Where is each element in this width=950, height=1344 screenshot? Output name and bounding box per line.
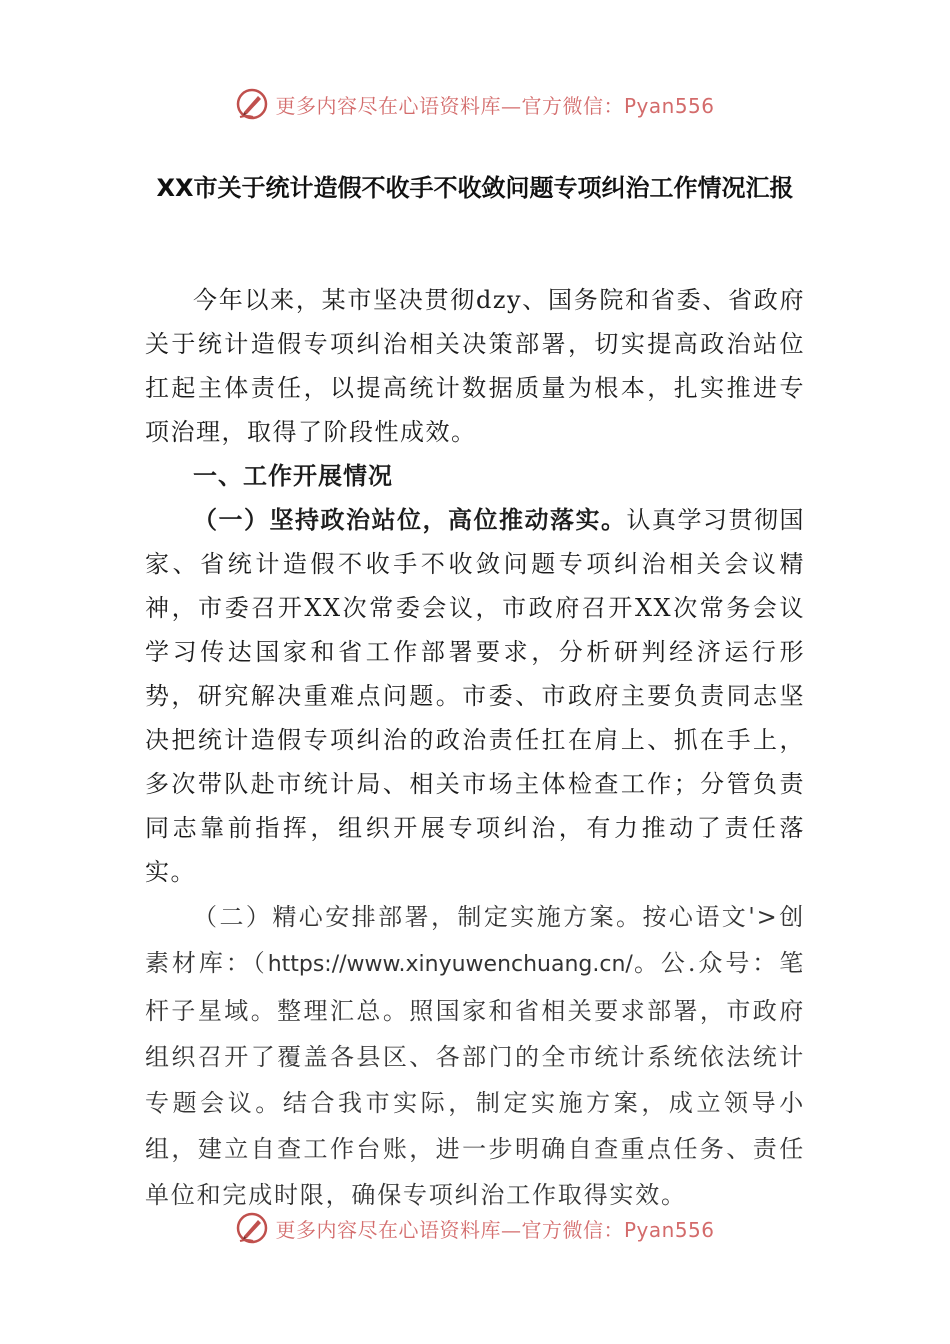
item-1-paragraph [145,498,805,894]
item-1-lead: （一）坚持政治站位，高位推动落实。 [193,506,627,534]
header-banner [0,84,950,124]
pen-logo-icon [235,87,269,121]
item-2-text-b: 。公.众号：笔杆子星域。整理汇总。照国家和省相关要求部署，市政府组织召开了覆盖各县区、各部门的全市统计系统依法统计专题会议。结合我市实际，制定实施方案，成立领导小组，建立自查工作台账，进一步明确自查重点任务、责任单位和完成时限，确保专项纠治工作取得实效。 [145,949,806,1209]
banner-text: 更多内容尽在心语资料库—官方微信：Pyan556 [275,93,715,118]
footer-wechat-id: Pyan556 [623,1217,715,1242]
section-heading: 一、工作开展情况 [193,462,393,490]
item-2-paragraph [145,894,805,1218]
banner-wechat-id: Pyan556 [623,93,715,118]
item-2-text-a: （二）精心安排部署，制定实施方案。按心语文'>创素材库：（ [145,903,805,977]
document-body [145,278,805,1218]
source-url-link[interactable]: https://www.xinyuwenchuang.cn/ [267,952,633,977]
footer-banner-text: 更多内容尽在心语资料库—官方微信：Pyan556 [275,1217,715,1242]
item-1-text: 认真学习贯彻国家、省统计造假不收手不收敛问题专项纠治相关会议精神，市委召开XX次常委会议，市政府召开XX次常务会议学习传达国家和省工作部署要求，分析研判经济运行形势，研究解决重难点问题。市委、市政府主要负责同志坚决把统计造假专项纠治的政治责任扛在肩上、抓在手上，多次带队赴市统计局、相关市场主体检查工作；分管负责同志靠前指挥，组织开展专项纠治，有力推动了责任落实。 [145,506,805,886]
intro-paragraph: 今年以来，某市坚决贯彻dzy、国务院和省委、省政府关于统计造假专项纠治相关决策部署，切实提高政治站位扛起主体责任，以提高统计数据质量为根本，扎实推进专项治理，取得了阶段性成效。 [145,286,805,446]
page-title: XX市关于统计造假不收手不收敛问题专项纠治工作情况汇报 [156,174,794,202]
footer-banner [0,1208,950,1248]
pen-logo-icon [235,1211,269,1245]
